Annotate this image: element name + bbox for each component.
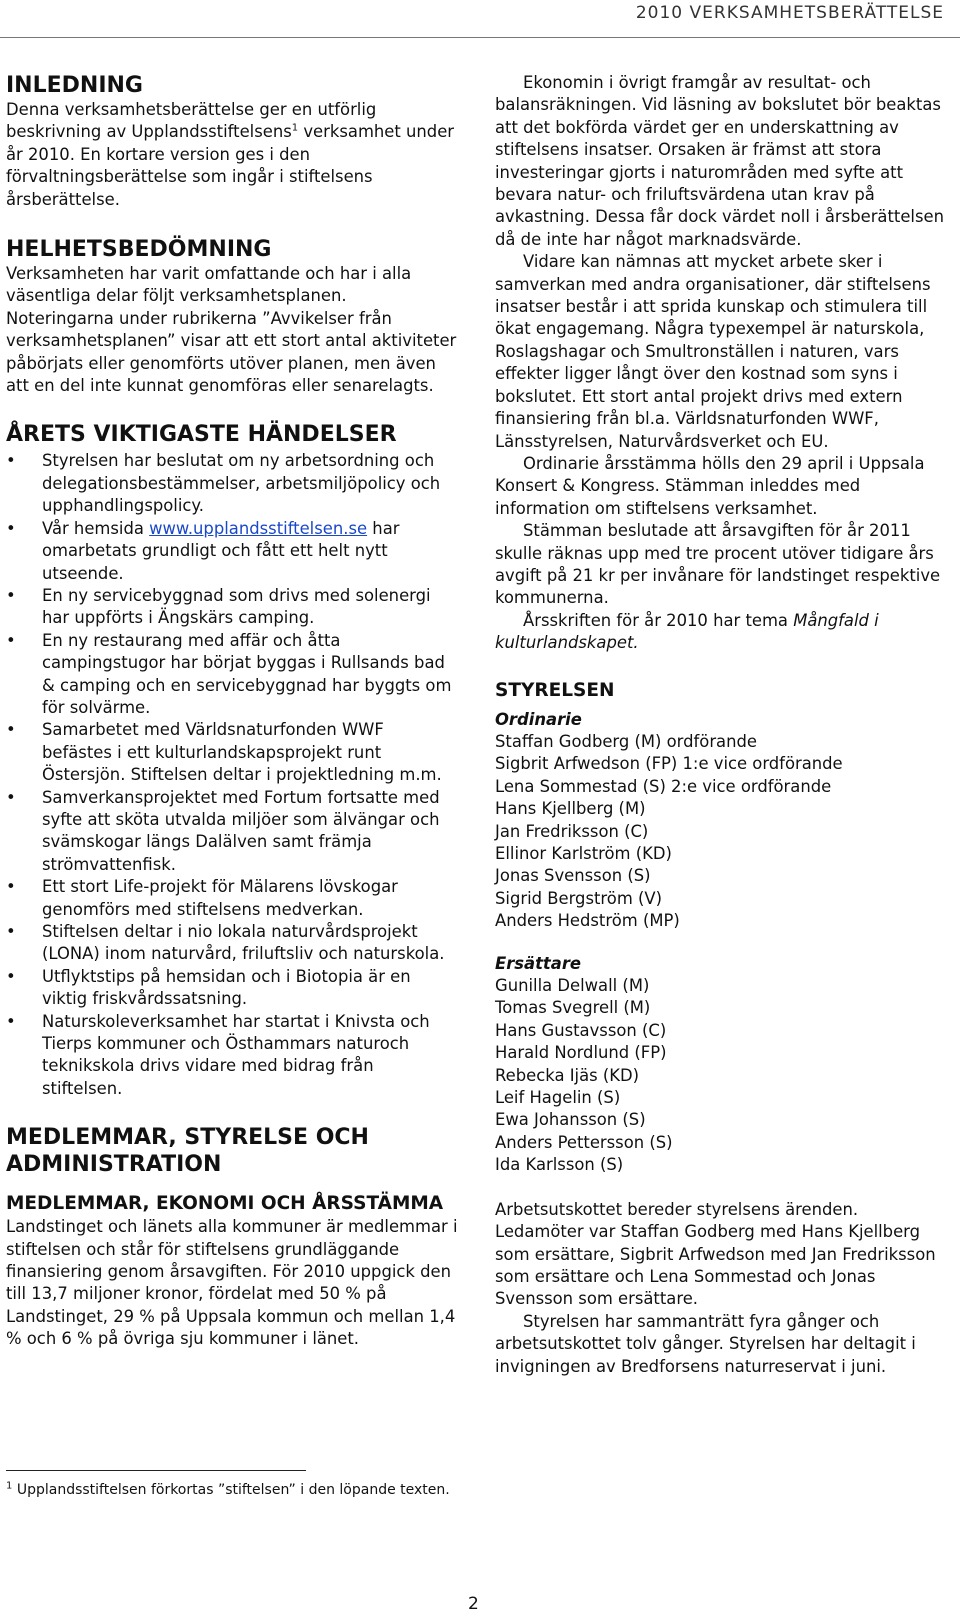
heading-viktigaste-handelser: ÅRETS VIKTIGASTE HÄNDELSER	[6, 422, 397, 448]
running-header: 2010 VERKSAMHETSBERÄTTELSE	[635, 3, 944, 23]
list-item	[6, 719, 458, 786]
inledning-text-cont: verksamhet under år 2010. En kortare version ges i den förvaltningsberättelse som ingår i stiftelsens årsberättelse.	[6, 122, 455, 209]
member-name: Anders Hedström (MP)	[495, 911, 680, 931]
list-item-text: Samverkansprojektet med Fortum fortsatte med syfte att sköta utvalda miljöer som älvängar och svämskogar längs Dalälven samt främja strömvattenfisk.	[42, 787, 440, 874]
samverkan-paragraph: Vidare kan nämnas att mycket arbete sker i samverkan med andra organisationer, där stiftelsens insatser består i att sprida kunskap och stimulera till ökat engagemang. Några typexempel är naturskola, Roslagshagar och Smultronställen i naturen, vars effekter ligger långt över den kostnad som syns i bokslutet. Ett stort antal projekt drivs med extern finansiering från bl.a. Världsnaturfonden WWF, Länsstyrelsen, Naturvårdsverket och EU.	[495, 252, 931, 451]
bullet-icon: •	[6, 877, 16, 897]
left-column	[6, 72, 458, 1351]
footnote-divider	[6, 1470, 306, 1471]
member-name: Harald Nordlund (FP)	[495, 1043, 667, 1063]
subheading-ordinarie: Ordinarie	[495, 709, 582, 729]
bullet-icon: •	[6, 922, 16, 941]
bullet-icon: •	[6, 787, 16, 807]
footnote-text: Upplandsstiftelsen förkortas ”stiftelsen” i den löpande texten.	[12, 1482, 450, 1498]
list-item-text: Utflyktstips på hemsidan och i Biotopia är en viktig friskvårdssatsning.	[42, 966, 411, 1009]
list-item-text: Stiftelsen deltar i nio lokala naturvårdsprojekt (LONA) inom naturvård, friluftsliv och naturskola.	[42, 922, 445, 964]
member-name: Sigrid Bergström (V)	[495, 888, 663, 908]
bullet-icon: •	[6, 1011, 16, 1031]
arsstamma-paragraph: Ordinarie årsstämma hölls den 29 april i Uppsala Konsert & Kongress. Stämman inleddes med information om stiftelsens verksamhet.	[495, 453, 925, 518]
member-name: Jan Fredriksson (C)	[495, 821, 649, 841]
list-item	[6, 921, 458, 966]
list-item-text: Ett stort Life-projekt för Mälarens lövskogar genomförs med stiftelsens medverkan.	[42, 877, 398, 919]
member-name: Ewa Johansson (S)	[495, 1110, 646, 1130]
arsskrift-paragraph	[495, 610, 947, 655]
list-item	[6, 787, 458, 877]
heading-helhetsbedomning: HELHETSBEDÖMNING	[6, 237, 272, 263]
heading-styrelsen: STYRELSEN	[495, 679, 615, 701]
sammantraden-paragraph: Styrelsen har sammanträtt fyra gånger och arbetsutskottet tolv gånger. Styrelsen har deltagit i invigningen av Bredforsens naturreservat i juni.	[495, 1311, 916, 1376]
arsavgift-paragraph: Stämman beslutade att årsavgiften för år 2011 skulle räknas upp med tre procent utöver tidigare års avgift på 21 kr per invånare för landstinget respektive kommunerna.	[495, 521, 941, 608]
list-item-text: har omarbetats grundligt och fått ett helt nytt utseende.	[42, 518, 400, 583]
list-item-text: Naturskoleverksamhet har startat i Knivsta och Tierps kommuner och Östhammars naturoch teknikskola drivs vidare med bidrag från stiftelsen.	[42, 1011, 430, 1098]
list-item-text: En ny servicebyggnad som drivs med solenergi har uppförts i Ängskärs camping.	[42, 585, 431, 628]
ordinarie-list	[495, 731, 947, 933]
member-name: Gunilla Delwall (M)	[495, 976, 650, 996]
right-column	[495, 72, 947, 1378]
arsskrift-theme: Mångfald i kulturlandskapet.	[495, 610, 879, 653]
list-item	[6, 1011, 458, 1101]
list-item-text: Styrelsen har beslutat om ny arbetsordning och delegationsbestämmelser, arbetsmiljöpolicy och upphandlingspolicy.	[42, 451, 441, 516]
list-item-text: Vår hemsida	[42, 518, 150, 538]
bullet-icon: •	[6, 518, 16, 538]
list-item-text: En ny restaurang med affär och åtta campingstugor har börjat byggas i Rullsands bad & camping och en servicebyggnad har byggts om för solvärme.	[42, 630, 452, 717]
bullet-icon: •	[6, 966, 16, 986]
list-item	[6, 630, 458, 720]
list-item	[6, 518, 458, 585]
header-divider	[0, 37, 960, 38]
member-name: Rebecka Ijäs (KD)	[495, 1065, 640, 1085]
arsskrift-text: Årsskriften för år 2010 har tema	[523, 610, 794, 630]
list-item-text: Samarbetet med Världsnaturfonden WWF befästes i ett kulturlandskapsprojekt runt Östersjön. Stiftelsen deltar i projektledning m.m.	[42, 720, 442, 785]
member-name: Hans Kjellberg (M)	[495, 799, 646, 819]
ersattare-list	[495, 975, 947, 1177]
footnote-number: 1	[6, 1480, 13, 1492]
inledning-paragraph	[6, 99, 458, 211]
bullet-icon: •	[6, 630, 16, 650]
subheading-ersattare: Ersättare	[495, 953, 582, 973]
subheading-medlemmar-ekonomi: MEDLEMMAR, EKONOMI OCH ÅRSSTÄMMA	[6, 1193, 444, 1215]
page-number: 2	[468, 1594, 479, 1614]
member-name: Lena Sommestad (S) 2:e vice ordförande	[495, 776, 832, 796]
arbetsutskott-paragraph: Arbetsutskottet bereder styrelsens ärenden. Ledamöter var Staffan Godberg med Hans Kjellberg som ersättare, Sigbrit Arfwedson med Jan Fredriksson som ersättare och Lena Sommestad och Jonas Svensson som ersättare.	[495, 1199, 936, 1309]
events-list	[6, 450, 458, 1100]
member-name: Tomas Svegrell (M)	[495, 998, 651, 1018]
footnote-reference[interactable]: 1	[291, 122, 299, 134]
bullet-icon: •	[6, 451, 16, 471]
bullet-icon: •	[6, 720, 16, 740]
member-name: Ellinor Karlström (KD)	[495, 844, 672, 863]
list-item	[6, 876, 458, 921]
member-name: Anders Pettersson (S)	[495, 1132, 673, 1152]
member-name: Leif Hagelin (S)	[495, 1088, 621, 1108]
medlemmar-paragraph: Landstinget och länets alla kommuner är medlemmar i stiftelsen och står för stiftelsens grundläggande finansiering genom årsavgiften. För 2010 uppgick den till 13,7 miljoner kronor, fördelat med 50 % på Landstinget, 29 % på Uppsala kommun och mellan 1,4 % och 6 % på övriga sju kommuner i länet.	[6, 1217, 458, 1349]
member-name: Hans Gustavsson (C)	[495, 1020, 667, 1040]
footnote	[6, 1480, 454, 1500]
helhet-paragraph: Verksamheten har varit omfattande och har i alla väsentliga delar följt verksamhetsplanen. Noteringarna under rubrikerna ”Avvikelser från verksamhetsplanen” visar att ett stort antal aktiviteter påbörjats eller genomförts utöver planen, men även att en del inte kunnat genomföras eller senarelagts.	[6, 264, 457, 396]
member-name: Staffan Godberg (M) ordförande	[495, 731, 757, 751]
ekonomi-paragraph: Ekonomin i övrigt framgår av resultat- och balansräkningen. Vid läsning av bokslutet bör beaktas att det bokförda värdet ger en underskattning av stiftelsens insatser. Orsaken är främst att stora investeringar gjorts i naturområden med syfte att bevara natur- och friluftsvärdena utan krav på avkastning. Dessa får dock värdet noll i årsberättelsen då de inte har något marknadsvärde.	[495, 73, 944, 249]
heading-medlemmar-styrelse: MEDLEMMAR, STYRELSE OCH ADMINISTRATION	[6, 1125, 369, 1178]
bullet-icon: •	[6, 585, 16, 605]
heading-inledning: INLEDNING	[6, 73, 143, 98]
list-item	[6, 450, 458, 517]
list-item	[6, 585, 458, 630]
member-name: Sigbrit Arfwedson (FP) 1:e vice ordförande	[495, 754, 843, 774]
inledning-text: Denna verksamhetsberättelse ger en utförlig beskrivning av Upplandsstiftelsens	[6, 100, 377, 142]
list-item	[6, 966, 458, 1011]
member-name: Jonas Svensson (S)	[495, 866, 651, 886]
member-name: Ida Karlsson (S)	[495, 1155, 624, 1175]
website-link[interactable]: www.upplandsstiftelsen.se	[149, 518, 368, 538]
